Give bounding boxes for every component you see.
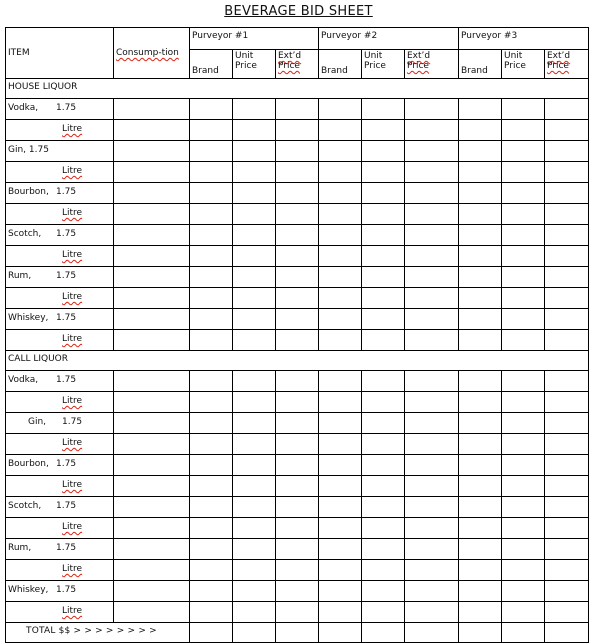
bid-entry-cell[interactable] (233, 518, 276, 539)
bid-entry-cell[interactable] (545, 162, 589, 183)
bid-entry-cell[interactable] (362, 497, 405, 518)
bid-entry-cell[interactable] (362, 434, 405, 455)
bid-entry-cell[interactable] (362, 560, 405, 581)
bid-entry-cell[interactable] (319, 120, 362, 141)
bid-entry-cell[interactable] (545, 539, 589, 560)
bid-entry-cell[interactable] (233, 267, 276, 288)
total-cell[interactable] (362, 623, 405, 643)
bid-entry-cell[interactable] (362, 413, 405, 434)
bid-entry-cell[interactable] (405, 267, 459, 288)
bid-entry-cell[interactable] (459, 141, 502, 162)
bid-entry-cell[interactable] (276, 225, 319, 246)
bid-entry-cell[interactable] (190, 162, 233, 183)
bid-entry-cell[interactable] (459, 476, 502, 497)
bid-entry-cell[interactable] (190, 497, 233, 518)
item-name: Gin, 1.75 (6, 413, 114, 434)
bid-entry-cell[interactable] (405, 141, 459, 162)
bid-entry-cell[interactable] (233, 392, 276, 413)
bid-entry-cell[interactable] (545, 392, 589, 413)
bid-entry-cell[interactable] (459, 602, 502, 623)
bid-entry-cell[interactable] (502, 413, 545, 434)
bid-entry-cell[interactable] (362, 309, 405, 330)
item-unit-litre: Litre (6, 392, 114, 413)
bid-entry-cell[interactable] (233, 602, 276, 623)
consumption-cell[interactable] (114, 246, 190, 267)
bid-entry-cell[interactable] (276, 413, 319, 434)
bid-entry-cell[interactable] (319, 434, 362, 455)
bid-entry-cell[interactable] (190, 267, 233, 288)
bid-entry-cell[interactable] (545, 204, 589, 225)
bid-entry-cell[interactable] (545, 581, 589, 602)
bid-entry-cell[interactable] (276, 455, 319, 476)
bid-entry-cell[interactable] (319, 497, 362, 518)
item-unit-litre: Litre (6, 162, 114, 183)
bid-entry-cell[interactable] (459, 204, 502, 225)
bid-entry-cell[interactable] (319, 581, 362, 602)
consumption-cell[interactable] (114, 518, 190, 539)
bid-entry-cell[interactable] (405, 581, 459, 602)
bid-entry-cell[interactable] (405, 602, 459, 623)
bid-entry-cell[interactable] (545, 434, 589, 455)
bid-entry-cell[interactable] (319, 183, 362, 204)
bid-entry-cell[interactable] (545, 560, 589, 581)
total-cell[interactable] (190, 623, 233, 643)
bid-entry-cell[interactable] (362, 518, 405, 539)
consumption-cell[interactable] (114, 99, 190, 120)
consumption-cell[interactable] (114, 539, 190, 560)
bid-entry-cell[interactable] (276, 162, 319, 183)
bid-entry-cell[interactable] (233, 497, 276, 518)
bid-entry-cell[interactable] (362, 392, 405, 413)
bid-entry-cell[interactable] (233, 309, 276, 330)
bid-entry-cell[interactable] (362, 539, 405, 560)
bid-entry-cell[interactable] (459, 434, 502, 455)
bid-entry-cell[interactable] (405, 288, 459, 309)
purveyor-3-header: Purveyor #3 (459, 28, 589, 50)
bid-entry-cell[interactable] (319, 413, 362, 434)
bid-entry-cell[interactable] (190, 455, 233, 476)
bid-entry-cell[interactable] (459, 162, 502, 183)
purveyor-1-header: Purveyor #1 (190, 28, 319, 50)
total-cell[interactable] (502, 623, 545, 643)
item-unit-litre: Litre (6, 246, 114, 267)
consumption-cell[interactable] (114, 183, 190, 204)
bid-entry-cell[interactable] (502, 434, 545, 455)
bid-entry-cell[interactable] (276, 99, 319, 120)
bid-entry-cell[interactable] (545, 330, 589, 351)
bid-entry-cell[interactable] (405, 225, 459, 246)
brand-header: Brand (459, 50, 502, 79)
consumption-cell[interactable] (114, 602, 190, 623)
bid-entry-cell[interactable] (405, 518, 459, 539)
bid-entry-cell[interactable] (459, 330, 502, 351)
section-label: CALL LIQUOR (6, 351, 589, 371)
sheet-title: BEVERAGE BID SHEET (224, 4, 373, 19)
bid-entry-cell[interactable] (362, 371, 405, 392)
bid-entry-cell[interactable] (459, 497, 502, 518)
item-name: Vodka, 1.75 (6, 371, 114, 392)
bid-entry-cell[interactable] (545, 225, 589, 246)
bid-entry-cell[interactable] (319, 225, 362, 246)
item-unit-litre: Litre (6, 434, 114, 455)
item-name: Scotch, 1.75 (6, 497, 114, 518)
consumption-cell[interactable] (114, 141, 190, 162)
bid-entry-cell[interactable] (190, 413, 233, 434)
bid-entry-cell[interactable] (545, 267, 589, 288)
bid-entry-cell[interactable] (502, 288, 545, 309)
bid-entry-cell[interactable] (502, 455, 545, 476)
bid-entry-cell[interactable] (459, 183, 502, 204)
bid-entry-cell[interactable] (190, 183, 233, 204)
bid-entry-cell[interactable] (190, 602, 233, 623)
bid-entry-cell[interactable] (362, 141, 405, 162)
brand-header: Brand (319, 50, 362, 79)
bid-entry-cell[interactable] (233, 246, 276, 267)
consumption-cell[interactable] (114, 330, 190, 351)
unit-price-header: Unit Price (233, 50, 276, 79)
bid-entry-cell[interactable] (190, 246, 233, 267)
consumption-cell[interactable] (114, 413, 190, 434)
bid-entry-cell[interactable] (319, 560, 362, 581)
item-name: Rum, 1.75 (6, 539, 114, 560)
bid-entry-cell[interactable] (405, 183, 459, 204)
consumption-cell[interactable] (114, 225, 190, 246)
brand-header: Brand (190, 50, 233, 79)
bid-entry-cell[interactable] (319, 518, 362, 539)
bid-entry-cell[interactable] (545, 476, 589, 497)
item-name: Scotch, 1.75 (6, 225, 114, 246)
bid-entry-cell[interactable] (459, 560, 502, 581)
bid-entry-cell[interactable] (362, 267, 405, 288)
consumption-cell[interactable] (114, 434, 190, 455)
consumption-cell[interactable] (114, 267, 190, 288)
bid-entry-cell[interactable] (319, 392, 362, 413)
bid-entry-cell[interactable] (233, 99, 276, 120)
bid-entry-cell[interactable] (190, 539, 233, 560)
consumption-cell[interactable] (114, 309, 190, 330)
bid-entry-cell[interactable] (459, 371, 502, 392)
bid-entry-cell[interactable] (190, 99, 233, 120)
bid-entry-cell[interactable] (276, 434, 319, 455)
bid-entry-cell[interactable] (362, 602, 405, 623)
bid-entry-cell[interactable] (502, 183, 545, 204)
total-cell[interactable] (405, 623, 459, 643)
bid-entry-cell[interactable] (459, 120, 502, 141)
bid-entry-cell[interactable] (233, 288, 276, 309)
bid-entry-cell[interactable] (545, 602, 589, 623)
bid-entry-cell[interactable] (233, 581, 276, 602)
bid-entry-cell[interactable] (190, 434, 233, 455)
bid-entry-cell[interactable] (233, 560, 276, 581)
bid-entry-cell[interactable] (405, 434, 459, 455)
bid-entry-cell[interactable] (502, 330, 545, 351)
item-name: Whiskey, 1.75 (6, 581, 114, 602)
bid-entry-cell[interactable] (502, 560, 545, 581)
bid-entry-cell[interactable] (190, 120, 233, 141)
bid-entry-cell[interactable] (362, 581, 405, 602)
bid-entry-cell[interactable] (502, 539, 545, 560)
bid-entry-cell[interactable] (276, 120, 319, 141)
bid-entry-cell[interactable] (233, 476, 276, 497)
bid-entry-cell[interactable] (190, 476, 233, 497)
bid-entry-cell[interactable] (502, 392, 545, 413)
total-cell[interactable] (319, 623, 362, 643)
bid-entry-cell[interactable] (276, 539, 319, 560)
bid-entry-cell[interactable] (276, 183, 319, 204)
bid-entry-cell[interactable] (233, 141, 276, 162)
bid-entry-cell[interactable] (459, 309, 502, 330)
bid-entry-cell[interactable] (405, 246, 459, 267)
bid-entry-cell[interactable] (362, 330, 405, 351)
bid-entry-cell[interactable] (405, 162, 459, 183)
bid-entry-cell[interactable] (233, 330, 276, 351)
bid-entry-cell[interactable] (502, 581, 545, 602)
bid-entry-cell[interactable] (362, 183, 405, 204)
bid-entry-cell[interactable] (459, 246, 502, 267)
bid-entry-cell[interactable] (405, 330, 459, 351)
consumption-cell[interactable] (114, 476, 190, 497)
total-cell[interactable] (545, 623, 589, 643)
bid-entry-cell[interactable] (362, 204, 405, 225)
bid-entry-cell[interactable] (319, 371, 362, 392)
bid-entry-cell[interactable] (459, 539, 502, 560)
bid-entry-cell[interactable] (190, 141, 233, 162)
bid-entry-cell[interactable] (190, 330, 233, 351)
bid-entry-cell[interactable] (405, 560, 459, 581)
bid-entry-cell[interactable] (190, 371, 233, 392)
bid-entry-cell[interactable] (233, 204, 276, 225)
bid-entry-cell[interactable] (276, 371, 319, 392)
item-name: Bourbon, 1.75 (6, 455, 114, 476)
bid-entry-cell[interactable] (405, 455, 459, 476)
bid-entry-cell[interactable] (190, 392, 233, 413)
bid-entry-cell[interactable] (545, 288, 589, 309)
purveyor-2-header: Purveyor #2 (319, 28, 459, 50)
bid-entry-cell[interactable] (545, 120, 589, 141)
item-unit-litre: Litre (6, 476, 114, 497)
bid-entry-cell[interactable] (276, 392, 319, 413)
bid-entry-cell[interactable] (276, 309, 319, 330)
total-label: TOTAL $$ > > > > > > > > (6, 623, 190, 643)
total-cell[interactable] (233, 623, 276, 643)
bid-entry-cell[interactable] (319, 141, 362, 162)
item-unit-litre: Litre (6, 518, 114, 539)
bid-entry-cell[interactable] (502, 141, 545, 162)
bid-entry-cell[interactable] (276, 141, 319, 162)
bid-entry-cell[interactable] (276, 246, 319, 267)
bid-entry-cell[interactable] (502, 476, 545, 497)
bid-entry-cell[interactable] (362, 455, 405, 476)
consumption-cell[interactable] (114, 288, 190, 309)
bid-entry-cell[interactable] (190, 309, 233, 330)
bid-entry-cell[interactable] (502, 309, 545, 330)
bid-entry-cell[interactable] (502, 204, 545, 225)
item-unit-litre: Litre (6, 330, 114, 351)
unit-price-header: Unit Price (502, 50, 545, 79)
bid-entry-cell[interactable] (405, 476, 459, 497)
bid-entry-cell[interactable] (502, 225, 545, 246)
bid-entry-cell[interactable] (362, 476, 405, 497)
bid-entry-cell[interactable] (319, 99, 362, 120)
item-unit-litre: Litre (6, 120, 114, 141)
bid-entry-cell[interactable] (190, 560, 233, 581)
bid-entry-cell[interactable] (319, 162, 362, 183)
bid-entry-cell[interactable] (276, 267, 319, 288)
bid-entry-cell[interactable] (319, 476, 362, 497)
bid-entry-cell[interactable] (190, 518, 233, 539)
bid-table (5, 27, 589, 643)
item-unit-litre: Litre (6, 288, 114, 309)
bid-entry-cell[interactable] (276, 288, 319, 309)
bid-entry-cell[interactable] (319, 539, 362, 560)
bid-entry-cell[interactable] (233, 162, 276, 183)
consumption-cell[interactable] (114, 497, 190, 518)
bid-entry-cell[interactable] (233, 371, 276, 392)
bid-entry-cell[interactable] (502, 518, 545, 539)
bid-entry-cell[interactable] (190, 581, 233, 602)
bid-entry-cell[interactable] (459, 392, 502, 413)
bid-entry-cell[interactable] (545, 497, 589, 518)
bid-entry-cell[interactable] (459, 455, 502, 476)
bid-entry-cell[interactable] (233, 225, 276, 246)
bid-entry-cell[interactable] (362, 99, 405, 120)
bid-entry-cell[interactable] (545, 309, 589, 330)
consumption-header: Consump-tion (114, 28, 190, 79)
bid-entry-cell[interactable] (545, 246, 589, 267)
bid-entry-cell[interactable] (405, 413, 459, 434)
bid-entry-cell[interactable] (233, 413, 276, 434)
bid-entry-cell[interactable] (362, 288, 405, 309)
section-label: HOUSE LIQUOR (6, 79, 589, 99)
item-unit-litre: Litre (6, 204, 114, 225)
item-name: Whiskey, 1.75 (6, 309, 114, 330)
bid-entry-cell[interactable] (502, 162, 545, 183)
bid-entry-cell[interactable] (459, 225, 502, 246)
consumption-cell[interactable] (114, 371, 190, 392)
bid-entry-cell[interactable] (459, 581, 502, 602)
bid-entry-cell[interactable] (319, 204, 362, 225)
bid-entry-cell[interactable] (362, 162, 405, 183)
bid-entry-cell[interactable] (276, 330, 319, 351)
bid-entry-cell[interactable] (502, 371, 545, 392)
bid-entry-cell[interactable] (276, 497, 319, 518)
bid-entry-cell[interactable] (459, 267, 502, 288)
bid-entry-cell[interactable] (276, 602, 319, 623)
bid-entry-cell[interactable] (276, 204, 319, 225)
bid-entry-cell[interactable] (459, 288, 502, 309)
bid-entry-cell[interactable] (319, 309, 362, 330)
bid-entry-cell[interactable] (190, 225, 233, 246)
extended-price-header: Ext’d Price (276, 50, 319, 79)
bid-entry-cell[interactable] (502, 246, 545, 267)
bid-entry-cell[interactable] (233, 434, 276, 455)
bid-entry-cell[interactable] (276, 518, 319, 539)
unit-price-header: Unit Price (362, 50, 405, 79)
bid-entry-cell[interactable] (405, 392, 459, 413)
bid-entry-cell[interactable] (545, 141, 589, 162)
item-unit-litre: Litre (6, 602, 114, 623)
bid-entry-cell[interactable] (405, 99, 459, 120)
extended-price-header: Ext’d Price (405, 50, 459, 79)
consumption-cell[interactable] (114, 392, 190, 413)
consumption-cell[interactable] (114, 455, 190, 476)
item-name: Gin, 1.75 (6, 141, 114, 162)
bid-entry-cell[interactable] (405, 204, 459, 225)
bid-entry-cell[interactable] (233, 455, 276, 476)
total-cell[interactable] (276, 623, 319, 643)
bid-entry-cell[interactable] (502, 602, 545, 623)
bid-entry-cell[interactable] (405, 120, 459, 141)
bid-entry-cell[interactable] (233, 183, 276, 204)
bid-entry-cell[interactable] (459, 413, 502, 434)
bid-entry-cell[interactable] (459, 518, 502, 539)
extended-price-header: Ext’d Price (545, 50, 589, 79)
bid-entry-cell[interactable] (362, 225, 405, 246)
consumption-cell[interactable] (114, 560, 190, 581)
item-name: Vodka, 1.75 (6, 99, 114, 120)
bid-entry-cell[interactable] (276, 581, 319, 602)
item-header: ITEM (6, 28, 114, 79)
bid-entry-cell[interactable] (405, 539, 459, 560)
bid-entry-cell[interactable] (502, 99, 545, 120)
bid-entry-cell[interactable] (276, 560, 319, 581)
bid-entry-cell[interactable] (502, 120, 545, 141)
bid-entry-cell[interactable] (319, 602, 362, 623)
bid-entry-cell[interactable] (545, 183, 589, 204)
bid-entry-cell[interactable] (502, 497, 545, 518)
bid-entry-cell[interactable] (545, 371, 589, 392)
item-name: Bourbon, 1.75 (6, 183, 114, 204)
bid-entry-cell[interactable] (545, 413, 589, 434)
item-unit-litre: Litre (6, 560, 114, 581)
bid-entry-cell[interactable] (545, 455, 589, 476)
bid-entry-cell[interactable] (545, 99, 589, 120)
bid-entry-cell[interactable] (233, 120, 276, 141)
bid-entry-cell[interactable] (319, 246, 362, 267)
consumption-cell[interactable] (114, 581, 190, 602)
consumption-cell[interactable] (114, 204, 190, 225)
bid-entry-cell[interactable] (319, 288, 362, 309)
bid-entry-cell[interactable] (362, 120, 405, 141)
bid-entry-cell[interactable] (190, 288, 233, 309)
bid-entry-cell[interactable] (190, 204, 233, 225)
bid-entry-cell[interactable] (405, 497, 459, 518)
bid-entry-cell[interactable] (319, 455, 362, 476)
consumption-cell[interactable] (114, 120, 190, 141)
bid-entry-cell[interactable] (276, 476, 319, 497)
bid-entry-cell[interactable] (502, 267, 545, 288)
bid-entry-cell[interactable] (319, 267, 362, 288)
item-name: Rum, 1.75 (6, 267, 114, 288)
bid-entry-cell[interactable] (405, 309, 459, 330)
bid-entry-cell[interactable] (362, 246, 405, 267)
total-cell[interactable] (459, 623, 502, 643)
bid-entry-cell[interactable] (545, 518, 589, 539)
bid-entry-cell[interactable] (459, 99, 502, 120)
bid-entry-cell[interactable] (233, 539, 276, 560)
consumption-cell[interactable] (114, 162, 190, 183)
bid-entry-cell[interactable] (405, 371, 459, 392)
bid-entry-cell[interactable] (319, 330, 362, 351)
